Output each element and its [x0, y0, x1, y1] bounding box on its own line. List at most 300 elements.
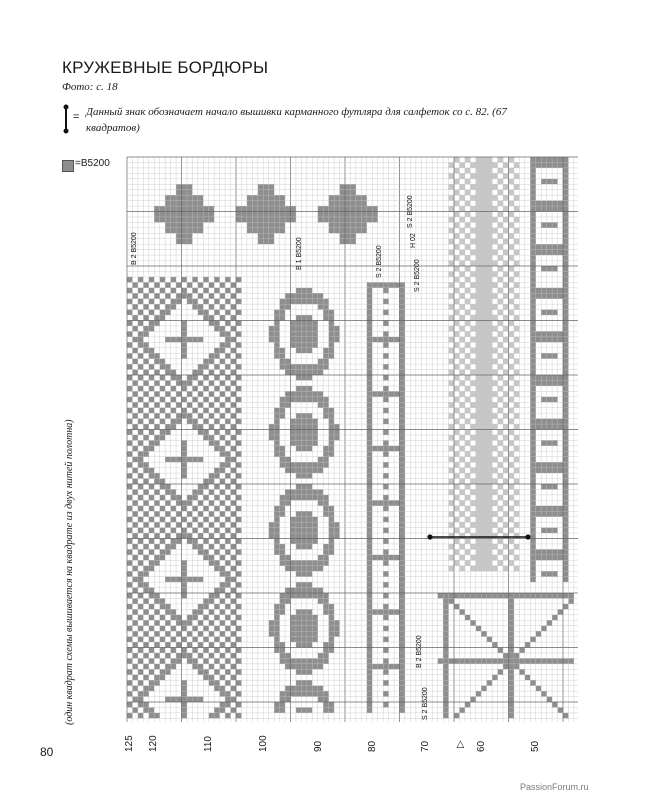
chart-cell [487, 179, 492, 184]
chart-cell [132, 457, 137, 462]
chart-cell [329, 206, 334, 211]
chart-cell [476, 222, 481, 227]
chart-cell [487, 375, 492, 380]
chart-cell [236, 419, 241, 424]
chart-cell [514, 228, 519, 233]
chart-cell [509, 484, 514, 489]
chart-cell [154, 680, 159, 685]
chart-cell [127, 549, 132, 554]
chart-cell [459, 337, 464, 342]
chart-cell [203, 549, 208, 554]
chart-cell [552, 201, 557, 206]
chart-cell [165, 549, 170, 554]
chart-cell [241, 212, 246, 217]
chart-cell [400, 326, 405, 331]
chart-cell [143, 702, 148, 707]
chart-cell [465, 484, 470, 489]
chart-cell [530, 391, 535, 396]
chart-cell [307, 571, 312, 576]
chart-cell [547, 244, 552, 249]
chart-cell [182, 517, 187, 522]
chart-cell [220, 533, 225, 538]
chart-cell [132, 435, 137, 440]
chart-cell [160, 615, 165, 620]
chart-cell [171, 517, 176, 522]
chart-cell [209, 609, 214, 614]
chart-cell [552, 288, 557, 293]
chart-cell [285, 664, 290, 669]
chart-cell [154, 544, 159, 549]
chart-cell [225, 626, 230, 631]
chart-cell [176, 190, 181, 195]
chart-cell [530, 593, 535, 598]
chart-cell [171, 370, 176, 375]
chart-cell [356, 228, 361, 233]
chart-cell [318, 593, 323, 598]
chart-cell [296, 691, 301, 696]
chart-cell [481, 544, 486, 549]
chart-cell [269, 239, 274, 244]
chart-cell [182, 626, 187, 631]
chart-cell [470, 337, 475, 342]
chart-cell [530, 555, 535, 560]
chart-cell [378, 555, 383, 560]
chart-cell [470, 250, 475, 255]
chart-cell [132, 544, 137, 549]
chart-cell [465, 331, 470, 336]
chart-cell [318, 588, 323, 593]
chart-cell [503, 500, 508, 505]
chart-cell [318, 598, 323, 603]
chart-cell [530, 304, 535, 309]
chart-cell [312, 321, 317, 326]
chart-cell [198, 304, 203, 309]
chart-cell [280, 212, 285, 217]
chart-cell [454, 201, 459, 206]
chart-cell [132, 315, 137, 320]
chart-cell [503, 348, 508, 353]
chart-cell [563, 364, 568, 369]
chart-cell [280, 315, 285, 320]
chart-cell [487, 468, 492, 473]
chart-cell [329, 321, 334, 326]
chart-cell [143, 413, 148, 418]
chart-cell [182, 326, 187, 331]
chart-cell [143, 315, 148, 320]
chart-cell [400, 293, 405, 298]
chart-cell [312, 430, 317, 435]
chart-cell [296, 430, 301, 435]
chart-cell [318, 658, 323, 663]
chart-cell [149, 593, 154, 598]
chart-cell [138, 702, 143, 707]
chart-cell [209, 593, 214, 598]
chart-cell [334, 228, 339, 233]
chart-cell [160, 408, 165, 413]
chart-cell [165, 500, 170, 505]
chart-cell [530, 680, 535, 685]
chart-cell [291, 588, 296, 593]
chart-cell [378, 446, 383, 451]
chart-cell [307, 637, 312, 642]
chart-cell [514, 664, 519, 669]
chart-cell [503, 555, 508, 560]
chart-cell [481, 179, 486, 184]
chart-cell [138, 506, 143, 511]
chart-cell [400, 642, 405, 647]
chart-cell [487, 206, 492, 211]
chart-cell [503, 370, 508, 375]
chart-cell [498, 549, 503, 554]
chart-cell [476, 413, 481, 418]
chart-cell [476, 359, 481, 364]
chart-cell [498, 648, 503, 653]
chart-cell [476, 315, 481, 320]
chart-cell [492, 239, 497, 244]
chart-cell [465, 495, 470, 500]
chart-cell [563, 168, 568, 173]
chart-cell [530, 495, 535, 500]
chart-cell [443, 620, 448, 625]
chart-cell [367, 337, 372, 342]
chart-cell [296, 440, 301, 445]
chart-cell [394, 391, 399, 396]
chart-cell [443, 669, 448, 674]
chart-cell [231, 282, 236, 287]
chart-cell [383, 604, 388, 609]
chart-cell [209, 489, 214, 494]
chart-cell [454, 310, 459, 315]
chart-cell [198, 364, 203, 369]
chart-cell [182, 190, 187, 195]
chart-cell [476, 375, 481, 380]
chart-cell [514, 544, 519, 549]
chart-cell [530, 517, 535, 522]
note-text: Данный знак обозначает начало вышивки карманного футляра для салфеток со с. 82. (67 квадратов) [86, 106, 507, 134]
chart-cell [127, 669, 132, 674]
chart-cell [127, 648, 132, 653]
chart-cell [400, 511, 405, 516]
chart-cell [476, 435, 481, 440]
chart-cell [307, 375, 312, 380]
axis-tick-label: 90 [313, 740, 324, 752]
chart-cell [154, 555, 159, 560]
chart-cell [301, 348, 306, 353]
chart-cell [389, 446, 394, 451]
chart-cell [225, 691, 230, 696]
chart-cell [301, 321, 306, 326]
chart-cell [476, 299, 481, 304]
legend-label: =B5200 [75, 158, 110, 169]
chart-cell [383, 299, 388, 304]
chart-cell [329, 315, 334, 320]
chart-cell [291, 533, 296, 538]
chart-cell [470, 697, 475, 702]
chart-cell [367, 615, 372, 620]
chart-cell [236, 440, 241, 445]
chart-cell [481, 555, 486, 560]
chart-cell [312, 462, 317, 467]
chart-cell [449, 511, 454, 516]
chart-cell [334, 430, 339, 435]
start-line-dot [427, 534, 432, 539]
chart-cell [127, 484, 132, 489]
chart-cell [269, 631, 274, 636]
chart-cell [280, 604, 285, 609]
chart-cell [541, 484, 546, 489]
chart-cell [487, 522, 492, 527]
chart-cell [492, 304, 497, 309]
chart-cell [367, 626, 372, 631]
chart-cell [329, 195, 334, 200]
chart-cell [454, 157, 459, 162]
chart-cell [187, 653, 192, 658]
chart-cell [329, 642, 334, 647]
chart-cell [443, 593, 448, 598]
chart-cell [307, 370, 312, 375]
chart-cell [209, 304, 214, 309]
chart-cell [318, 468, 323, 473]
chart-cell [329, 440, 334, 445]
chart-cell [301, 539, 306, 544]
chart-cell [220, 707, 225, 712]
chart-cell [465, 364, 470, 369]
chart-cell [514, 370, 519, 375]
side-note: (один квадрат схемы вышивается на квадрате из двух нитей полотна) [64, 419, 75, 725]
chart-cell [481, 310, 486, 315]
chart-cell [449, 435, 454, 440]
chart-cell [465, 462, 470, 467]
chart-cell [143, 391, 148, 396]
chart-cell [530, 370, 535, 375]
chart-cell [449, 239, 454, 244]
chart-cell [182, 686, 187, 691]
chart-cell [291, 462, 296, 467]
chart-cell [209, 522, 214, 527]
chart-cell [541, 353, 546, 358]
chart-cell [367, 342, 372, 347]
chart-cell [541, 222, 546, 227]
chart-cell [378, 609, 383, 614]
chart-cell [187, 457, 192, 462]
chart-cell [214, 528, 219, 533]
chart-cell [312, 664, 317, 669]
chart-cell [323, 397, 328, 402]
chart-cell [367, 326, 372, 331]
chart-cell [312, 539, 317, 544]
chart-cell [318, 206, 323, 211]
chart-cell [301, 468, 306, 473]
chart-cell [481, 473, 486, 478]
stitch-label: S 2 В5200 [376, 245, 383, 278]
chart-cell [192, 648, 197, 653]
chart-cell [236, 310, 241, 315]
chart-cell [383, 451, 388, 456]
chart-cell [214, 386, 219, 391]
chart-cell [329, 615, 334, 620]
chart-cell [476, 255, 481, 260]
chart-cell [459, 261, 464, 266]
chart-cell [509, 593, 514, 598]
chart-cell [400, 522, 405, 527]
chart-cell [165, 201, 170, 206]
chart-cell [182, 413, 187, 418]
chart-cell [269, 228, 274, 233]
chart-cell [400, 680, 405, 685]
chart-cell [487, 310, 492, 315]
chart-cell [138, 669, 143, 674]
chart-cell [220, 631, 225, 636]
chart-cell [487, 560, 492, 565]
chart-cell [241, 206, 246, 211]
chart-cell [138, 408, 143, 413]
chart-cell [198, 653, 203, 658]
chart-cell [154, 473, 159, 478]
chart-cell [165, 577, 170, 582]
chart-cell [350, 184, 355, 189]
chart-cell [171, 217, 176, 222]
chart-cell [263, 195, 268, 200]
chart-cell [198, 697, 203, 702]
chart-cell [465, 342, 470, 347]
chart-cell [165, 511, 170, 516]
chart-cell [492, 555, 497, 560]
chart-cell [285, 462, 290, 467]
chart-cell [312, 517, 317, 522]
chart-cell [558, 201, 563, 206]
chart-cell [269, 233, 274, 238]
chart-cell [220, 391, 225, 396]
chart-cell [514, 413, 519, 418]
chart-cell [459, 500, 464, 505]
chart-cell [301, 664, 306, 669]
chart-cell [187, 495, 192, 500]
chart-cell [449, 457, 454, 462]
chart-cell [530, 375, 535, 380]
chart-cell [225, 310, 230, 315]
chart-cell [443, 686, 448, 691]
chart-cell [165, 697, 170, 702]
chart-cell [459, 380, 464, 385]
chart-cell [209, 680, 214, 685]
chart-cell [280, 598, 285, 603]
chart-cell [127, 462, 132, 467]
chart-cell [220, 571, 225, 576]
chart-cell [530, 380, 535, 385]
chart-cell [149, 310, 154, 315]
chart-cell [214, 310, 219, 315]
chart-cell [530, 462, 535, 467]
chart-cell [231, 402, 236, 407]
chart-cell [182, 348, 187, 353]
chart-cell [149, 440, 154, 445]
chart-cell [329, 201, 334, 206]
chart-cell [367, 484, 372, 489]
chart-cell [547, 620, 552, 625]
chart-cell [449, 598, 454, 603]
chart-cell [236, 637, 241, 642]
chart-cell [176, 222, 181, 227]
chart-cell [459, 348, 464, 353]
chart-cell [487, 299, 492, 304]
chart-cell [503, 293, 508, 298]
chart-cell [220, 691, 225, 696]
chart-cell [563, 337, 568, 342]
chart-cell [454, 179, 459, 184]
chart-cell [198, 282, 203, 287]
chart-cell [459, 658, 464, 663]
chart-cell [530, 337, 535, 342]
chart-cell [138, 484, 143, 489]
chart-cell [312, 626, 317, 631]
chart-cell [449, 402, 454, 407]
chart-cell [307, 588, 312, 593]
chart-cell [165, 206, 170, 211]
chart-cell [367, 522, 372, 527]
chart-cell [552, 484, 557, 489]
chart-cell [138, 697, 143, 702]
chart-cell [209, 380, 214, 385]
chart-cell [498, 288, 503, 293]
chart-cell [476, 184, 481, 189]
chart-cell [160, 359, 165, 364]
chart-cell [329, 217, 334, 222]
chart-cell [536, 331, 541, 336]
chart-cell [334, 337, 339, 342]
chart-cell [470, 391, 475, 396]
chart-cell [536, 201, 541, 206]
chart-cell [487, 282, 492, 287]
chart-cell [481, 451, 486, 456]
chart-cell [503, 326, 508, 331]
chart-cell [296, 571, 301, 576]
chart-cell [400, 342, 405, 347]
chart-cell [530, 397, 535, 402]
chart-cell [558, 549, 563, 554]
chart-cell [400, 489, 405, 494]
chart-cell [400, 658, 405, 663]
chart-cell [334, 528, 339, 533]
chart-cell [274, 446, 279, 451]
chart-cell [192, 386, 197, 391]
chart-cell [269, 620, 274, 625]
chart-cell [143, 598, 148, 603]
chart-cell [280, 707, 285, 712]
chart-cell [563, 446, 568, 451]
chart-cell [552, 462, 557, 467]
chart-cell [312, 528, 317, 533]
chart-cell [383, 664, 388, 669]
chart-cell [258, 201, 263, 206]
chart-cell [132, 468, 137, 473]
chart-cell [552, 353, 557, 358]
chart-cell [149, 386, 154, 391]
chart-cell [443, 642, 448, 647]
chart-cell [563, 228, 568, 233]
chart-cell [203, 375, 208, 380]
chart-cell [329, 424, 334, 429]
chart-cell [454, 419, 459, 424]
chart-cell [340, 222, 345, 227]
chart-cell [503, 261, 508, 266]
chart-cell [154, 435, 159, 440]
chart-cell [400, 669, 405, 674]
chart-cell [263, 190, 268, 195]
chart-cell [269, 212, 274, 217]
chart-cell [236, 342, 241, 347]
chart-cell [274, 517, 279, 522]
chart-cell [552, 206, 557, 211]
